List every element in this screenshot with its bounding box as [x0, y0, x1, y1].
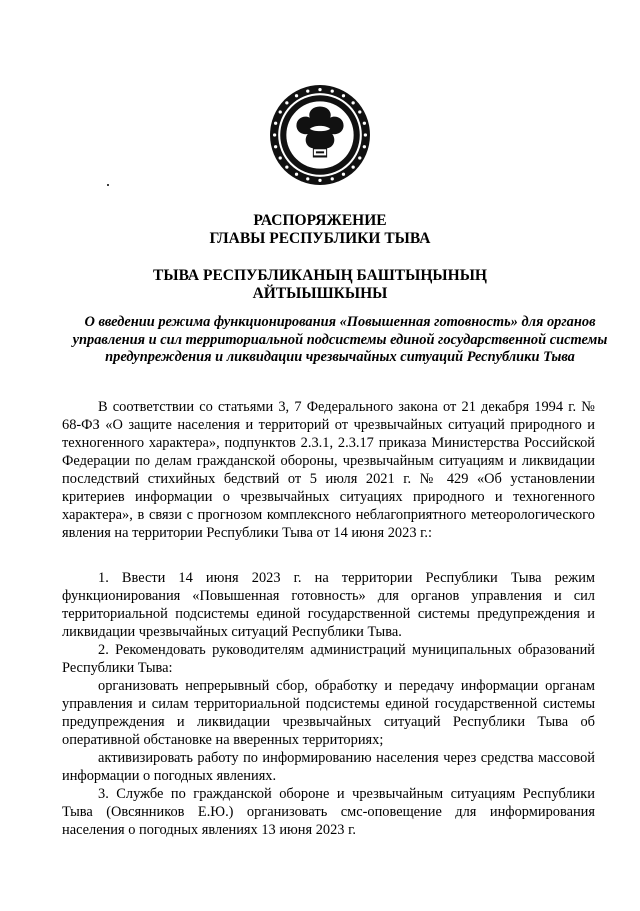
item-3-paragraph: 3. Службе по гражданской обороне и чрезвычайным ситуациям Республики Тыва (Овсянников Е.Ю.) организовать смс-оповещение для информирования населения о погодных явлениях 13 июня 2023 г. [62, 786, 595, 838]
title-tuvan-line-1: ТЫВА РЕСПУБЛИКАНЫҢ БАШТЫҢЫНЫҢ [153, 267, 487, 284]
preamble-paragraph: В соответствии со статьями 3, 7 Федерального закона от 21 декабря 1994 г. № 68-ФЗ «О защите населения и территорий от чрезвычайных ситуаций природного и техногенного характера», подпунктов 2.3.1, 2.3.17 приказа Министерства Российской Федерации по делам гражданской обороны, чрезвычайным ситуациям и ликвидации последствий стихийных бедствий от 5 июля 2021 г. № 429 «Об установлении критериев информации о чрезвычайных ситуациях природного и техногенного характера», в связи с прогнозом комплексного неблагоприятного метеорологического явления на территории Республики Тыва от 14 июня 2023 г.: [62, 399, 595, 541]
item-1-paragraph: 1. Ввести 14 июня 2023 г. на территории Республики Тыва режим функционирования «Повышенная готовность» для органов управления и сил территориальной подсистемы единой государственной системы предупреждения и ликвидации чрезвычайных ситуаций Республики Тыва. [62, 570, 595, 640]
title-tuvan-line-2: АЙТЫЫШКЫНЫ [252, 285, 388, 302]
document-body [62, 398, 595, 839]
document-subject: О введении режима функционирования «Повышенная готовность» для органов управления и сил территориальной подсистемы единой государственной системы предупреждения и ликвидации чрезвычайных ситуаций Республики Тыва [72, 314, 608, 365]
item-2-subpoint-2: активизировать работу по информированию населения через средства массовой информации о погодных явлениях. [62, 750, 595, 784]
title-line-1: РАСПОРЯЖЕНИЕ [253, 212, 387, 229]
title-tuvan [0, 267, 640, 303]
item-2-subpoint-1: организовать непрерывный сбор, обработку и передачу информации органам управления и силам территориальной подсистемы единой государственной системы предупреждения и ликвидации чрезвычайных ситуаций Республики Тыва об оперативной обстановке на вверенных территориях; [62, 678, 595, 748]
item-2-paragraph: 2. Рекомендовать руководителям администраций муниципальных образований Республики Тыва: [62, 642, 595, 676]
title-russian [0, 212, 640, 248]
coat-of-arms-emblem [269, 84, 371, 186]
scan-speck [107, 184, 109, 186]
title-line-2: ГЛАВЫ РЕСПУБЛИКИ ТЫВА [209, 230, 431, 247]
